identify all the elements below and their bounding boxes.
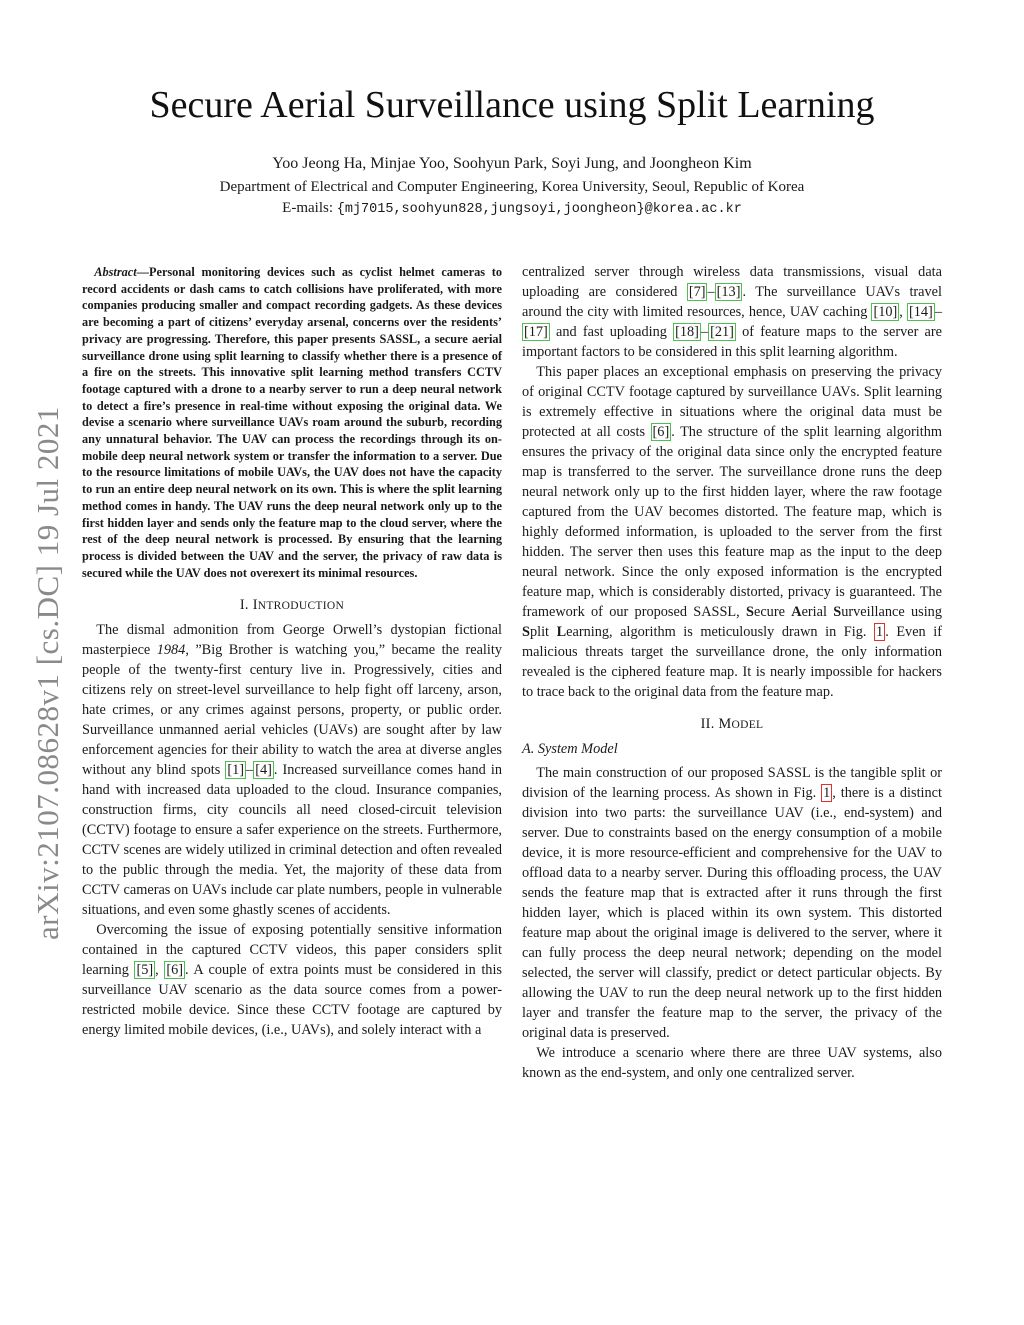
model-paragraph-1 — [522, 763, 942, 1043]
acronym-letter: S — [833, 604, 842, 620]
abstract-label: Abstract — [94, 265, 137, 279]
text-run: , — [155, 962, 165, 979]
abstract-text: —Personal monitoring devices such as cyclist helmet cameras to record accidents or dash cams to catch collisions have proliferated, with more companies producing smaller and compact recording gadgets. As these devices are becoming a part of citizens’ everyday arsenal, concerns over the residents’ privacy are progressing. Therefore, this paper presents SASSL, a secure aerial surveillance drone using split learning to classify whether there is a presence of a fire on the streets. This innovative split learning method transfers CCTV footage captured with a drone to a nearby server to run a deep neural network to detect a fire’s presence in real-time without exposing the original data. We devise a scenario where surveillance UAVs roam around the suburb, recording any unnatural behavior. The UAV can process the recordings through its on-mobile deep neural network system or transfer the information to a server. Due to the resource limitations of mobile UAVs, the UAV does not have the capacity to run an entire deep neural network on its own. This is where the split learning method comes in handy. The UAV runs the deep neural network only up to the first hidden layer and sends only the feature map to the cloud server, where the rest of the deep neural network is processed. By ensuring that the learning process is divided between the UAV and the server, the privacy of raw data is secured while the UAV does not overexert its minimal resources. — [82, 265, 502, 580]
section-title-rest: ODEL — [731, 719, 764, 731]
section-initial: M — [718, 716, 732, 732]
acronym-letter: S — [522, 624, 530, 640]
section-number: II. — [700, 716, 719, 732]
text-run: . The surveillance UAVs travel around the city with limited resources, hence, UAV caching — [522, 284, 942, 320]
text-run: urveillance using — [841, 604, 942, 620]
section-heading-introduction — [82, 595, 502, 616]
citation-link[interactable]: [13] — [716, 284, 741, 300]
email-addresses: {mj7015,soohyun828,jungsoyi,joongheon}@korea.ac.kr — [336, 202, 742, 217]
citation-link[interactable]: [4] — [255, 762, 272, 779]
citation-link[interactable]: [18] — [675, 324, 699, 340]
text-run: Overcoming the issue of exposing potentially sensitive information contained in the captured CCTV videos, this paper considers split learning — [82, 922, 502, 979]
text-run: , ”Big Brother is watching you,” became the reality people of the twenty-first century live in. Progressively, cities and citizens rely on street-level surveillance to help fight off larceny, arson, hate crimes, or any crimes against persons, property, or public order. Surveillance unmanned aerial vehicles (UAVs) are sought after by law enforcement agencies for their ability to watch the area at diverse angles without any blind spots — [82, 642, 502, 779]
text-run: – — [934, 304, 942, 320]
text-run: ecure — [753, 604, 792, 620]
acronym-letter: A — [791, 604, 802, 620]
left-column — [82, 264, 502, 1040]
abstract — [82, 264, 502, 581]
section-number: I. — [239, 597, 253, 614]
text-run: . A couple of extra points must be considered in this surveillance UAV scenario as the data source comes from a power-restricted mobile device. Since these CCTV footage are captured by energy limited mobile devices, (i.e., UAVs), and solely interact with a — [82, 962, 502, 1039]
intro-paragraph-3 — [522, 362, 942, 702]
author-list: Yoo Jeong Ha, Minjae Yoo, Soohyun Park, Soyi Jung, and Joongheon Kim — [272, 155, 752, 172]
text-run: . Even if malicious threats target the surveillance drone, the only information revealed is the ciphered feature map. It is nearly impossible for hackers to trace back to the original data from the feature map. — [522, 624, 943, 700]
section-heading-model — [522, 714, 942, 735]
text-run: , there is a distinct division into two parts: the surveillance UAV (i.e., end-system) and server. Due to constraints based on the energy consumption of a mobile device, it is more resource-efficient and comprehensive for the UAV to offload data to a nearby server. During this offloading process, the UAV sends the feature map that is extracted after it runs through the first hidden layer, which is placed within its own system. This distorted feature map about the original image is delivered to the server, where it can fully process the deep neural network; depending on the model selected, the server will classify, predict or detect particular objects. By allowing the UAV to run the deep neural network up to the first hidden layer and transfer the feature map to the server, the privacy of the original data is preserved. — [522, 785, 942, 1041]
citation-link[interactable]: [1] — [227, 762, 245, 779]
text-run: . The structure of the split learning algorithm ensures the privacy of the original data since only the encrypted feature map is transferred to the server. The surveillance drone runs the deep neural network only up to the first hidden layer, where the raw footage captured from the UAV becomes distorted. The feature map, which is highly deformed information, is uploaded to the server from the first hidden. The server then uses this feature map as the input to the deep neural network. Since the only exposed information is the encrypted feature map, which is considerably distorted, privacy is guaranteed. The framework of our proposed SASSL, — [522, 424, 942, 620]
text-run: – — [707, 284, 715, 300]
citation-link[interactable]: [6] — [166, 962, 183, 979]
citation-link[interactable]: [10] — [873, 304, 898, 320]
citation-link[interactable]: [5] — [136, 962, 154, 979]
section-title-rest: NTRODUCTION — [257, 600, 345, 613]
citation-link[interactable]: [21] — [710, 324, 734, 340]
acronym-letter: S — [746, 604, 754, 620]
text-run: The main construction of our proposed SASSL is the tangible split or division of the learning process. As shown in Fig. — [522, 765, 942, 801]
book-title: 1984 — [156, 642, 186, 659]
text-run: . Increased surveillance comes hand in hand with increased data uploaded to the cloud. Insurance companies, construction firms, city councils all need closed-circuit television (CCTV) footage to ensure a safer experience on the streets. Furthermore, CCTV scenes are widely utilized in criminal detection and often revealed to the public through the media. Yet, the majority of these data from CCTV cameras on UAVs include car plate numbers, people in vulnerable situations, and even some ghastly scenes of accidents. — [82, 762, 502, 919]
text-run: and fast uploading — [549, 324, 674, 340]
affiliation: Department of Electrical and Computer Engineering, Korea University, Seoul, Republic of Korea — [219, 179, 805, 195]
citation-link[interactable]: [6] — [652, 424, 670, 440]
text-run: earning, algorithm is meticulously drawn in Fig. — [566, 624, 875, 640]
intro-paragraph-2-continued — [522, 262, 942, 362]
text-run: – — [700, 324, 709, 340]
section-initial: I — [252, 597, 258, 614]
subsection-heading-system-model: A. System Model — [522, 741, 618, 757]
figure-link[interactable]: 1 — [823, 785, 831, 801]
email-prefix: E-mails: — [282, 200, 337, 216]
email-line — [0, 198, 1024, 220]
intro-paragraph-1 — [82, 620, 502, 920]
acronym-letter: L — [556, 624, 567, 640]
citation-link[interactable]: [17] — [524, 324, 548, 340]
model-paragraph-2: We introduce a scenario where there are three UAV systems, also known as the end-system, and only one centralized server. — [522, 1045, 942, 1081]
text-run: – — [246, 762, 254, 779]
text-run: centralized server through wireless data transmissions, visual data uploading are considered — [522, 264, 942, 300]
right-column — [522, 262, 942, 1083]
text-run: The dismal admonition from George Orwell’s dystopian fictional masterpiece — [82, 622, 502, 659]
text-run: plit — [529, 624, 557, 640]
citation-link[interactable]: [7] — [688, 284, 706, 300]
intro-paragraph-2 — [82, 920, 502, 1040]
paper-title: Secure Aerial Surveillance using Split Learning — [149, 84, 875, 126]
arxiv-identifier: arXiv:2107.08628v1 [cs.DC] 19 Jul 2021 — [30, 406, 65, 940]
figure-link[interactable]: 1 — [876, 624, 884, 640]
text-run: of feature maps to the server are important factors to be considered in this split learning algorithm. — [522, 324, 942, 360]
text-run: , — [899, 304, 907, 320]
citation-link[interactable]: [14] — [909, 304, 933, 320]
text-run: This paper places an exceptional emphasis on preserving the privacy of original CCTV footage captured by surveillance UAVs. Split learning is extremely effective in situations where the original data must be protected at all costs — [522, 364, 942, 440]
text-run: erial — [801, 604, 834, 620]
